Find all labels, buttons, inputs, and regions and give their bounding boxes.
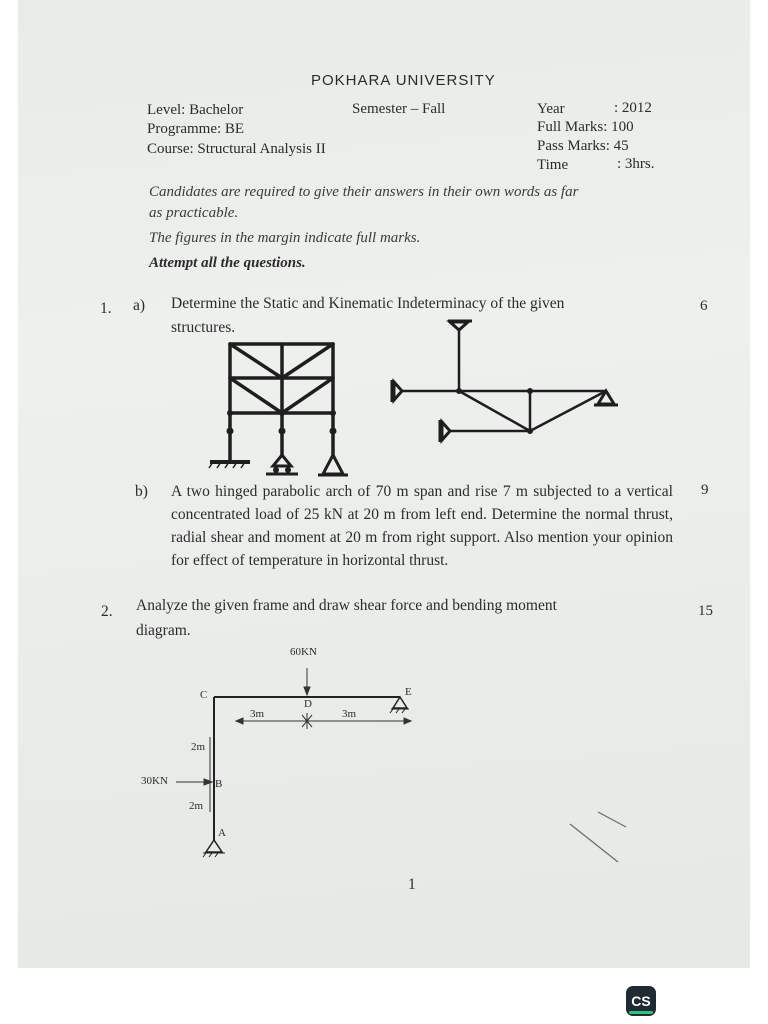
question-1a-line-2: structures. <box>171 319 236 336</box>
question-2-number: 2. <box>101 603 113 620</box>
instruction-line-2: as practicable. <box>149 205 239 221</box>
question-1a-label: a) <box>133 297 146 314</box>
page-number: 1 <box>408 876 416 893</box>
question-1a-line-1: Determine the Static and Kinematic Indeterminacy of the given <box>171 295 565 312</box>
load-30kn-label: 30KN <box>141 775 168 787</box>
question-1b-text: A two hinged parabolic arch of 70 m span and rise 7 m subjected to a vertical concentrated load of 25 kN at 20 m from left end. Determine the normal thrust, radial shear and moment at 20 m from right support. Also mention your opinion for effect of temperature in horizontal thrust. <box>171 483 673 569</box>
question-2-marks: 15 <box>698 603 713 619</box>
span-right-label: 3m <box>342 708 357 720</box>
node-b-label: B <box>215 778 223 790</box>
time-value: : 3hrs. <box>617 156 655 172</box>
instruction-line-1: Candidates are required to give their answers in their own words as far <box>149 184 579 200</box>
course-text: Course: Structural Analysis II <box>147 141 326 157</box>
full-marks-text: Full Marks: 100 <box>537 119 634 135</box>
question-2-line-2: diagram. <box>136 622 191 639</box>
question-1b-label: b) <box>135 483 148 500</box>
node-e-label: E <box>405 686 412 698</box>
university-title: POKHARA UNIVERSITY <box>311 72 496 89</box>
year-value: : 2012 <box>614 100 652 116</box>
load-60kn-label: 60KN <box>290 646 317 658</box>
node-d-label: D <box>304 698 312 710</box>
question-1a-marks: 6 <box>700 298 708 314</box>
node-c-label: C <box>200 689 208 701</box>
span-left-label: 3m <box>250 708 265 720</box>
year-label: Year <box>537 101 565 117</box>
question-1-number: 1. <box>100 300 112 317</box>
instruction-line-3: The figures in the margin indicate full marks. <box>149 230 421 246</box>
question-1b-marks: 9 <box>701 482 709 498</box>
height-upper-label: 2m <box>191 741 206 753</box>
time-label: Time <box>537 157 569 173</box>
programme-text: Programme: BE <box>147 121 245 137</box>
instruction-line-4: Attempt all the questions. <box>149 255 306 271</box>
level-text: Level: Bachelor <box>147 102 244 118</box>
question-2-line-1: Analyze the given frame and draw shear force and bending moment <box>136 597 557 614</box>
camscanner-logo: CS <box>626 986 656 1016</box>
semester-text: Semester – Fall <box>352 101 446 117</box>
node-a-label: A <box>218 827 226 839</box>
pass-marks-text: Pass Marks: 45 <box>537 138 629 154</box>
height-lower-label: 2m <box>189 800 204 812</box>
